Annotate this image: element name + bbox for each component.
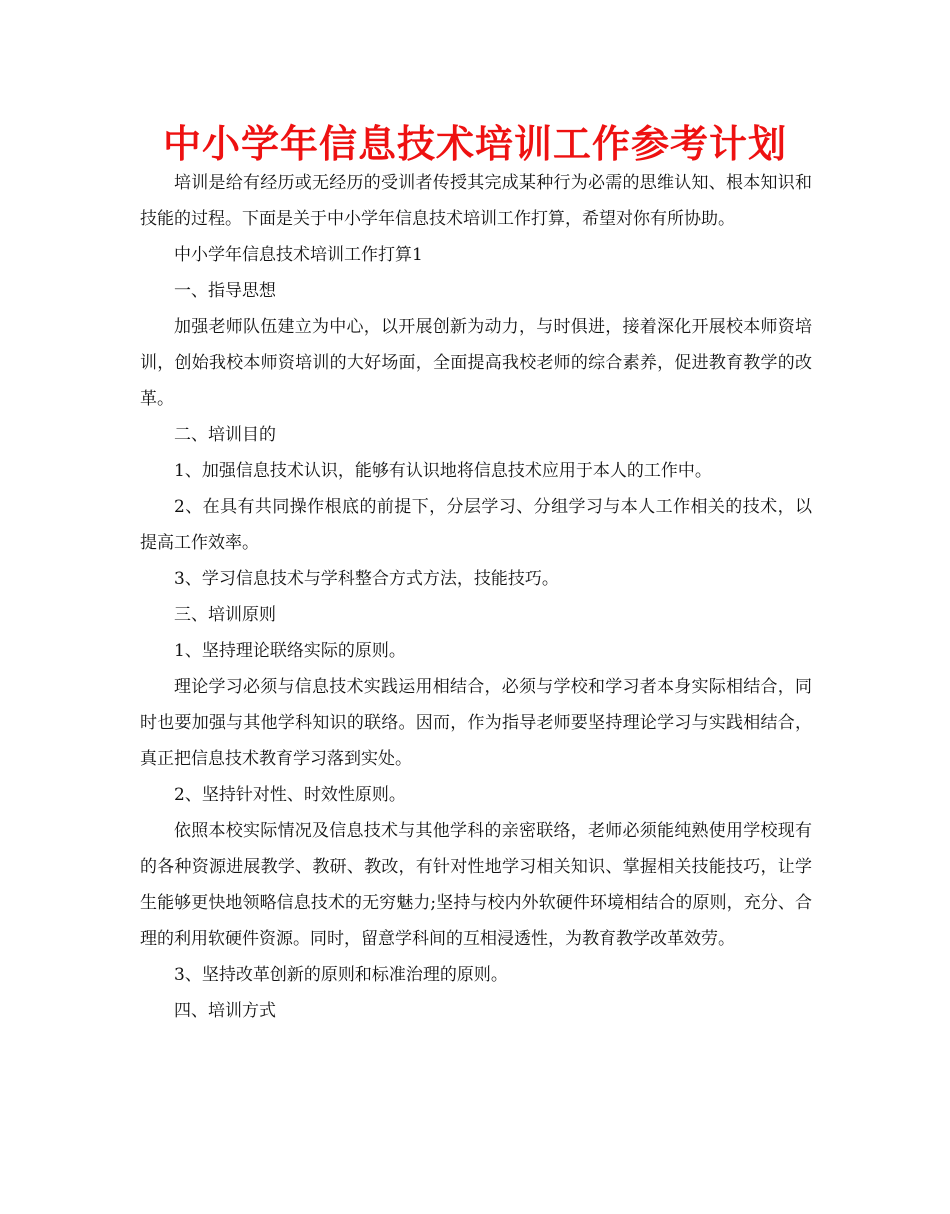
document-body <box>140 165 812 1029</box>
goal-item-2: 2、在具有共同操作根底的前提下，分层学习、分组学习与本人工作相关的技术，以提高工作效率。 <box>140 497 812 553</box>
plan-heading: 中小学年信息技术培训工作打算1 <box>174 245 423 265</box>
paragraph-guiding-thought: 加强老师队伍建立为中心，以开展创新为动力，与时俱进，接着深化开展校本师资培训，创始我校本师资培训的大好场面，全面提高我校老师的综合素养，促进教育教学的改革。 <box>140 317 812 409</box>
section-heading-guiding-thought: 一、指导思想 <box>174 281 276 301</box>
section-heading-training-method: 四、培训方式 <box>174 1001 276 1021</box>
principle-item-3: 3、坚持改革创新的原则和标准治理的原则。 <box>174 965 508 985</box>
section-heading-training-principles: 三、培训原则 <box>174 605 276 625</box>
document-title: 中小学年信息技术培训工作参考计划 <box>162 121 787 166</box>
goal-item-3: 3、学习信息技术与学科整合方式方法，技能技巧。 <box>174 569 559 589</box>
section-heading-training-goal: 二、培训目的 <box>174 425 276 445</box>
paragraph-principle-1: 理论学习必须与信息技术实践运用相结合，必须与学校和学习者本身实际相结合，同时也要加强与其他学科知识的联络。因而，作为指导老师要坚持理论学习与实践相结合，真正把信息技术教育学习落到实处。 <box>140 677 812 769</box>
principle-item-1: 1、坚持理论联络实际的原则。 <box>174 641 406 661</box>
intro-paragraph: 培训是给有经历或无经历的受训者传授其完成某种行为必需的思维认知、根本知识和技能的过程。下面是关于中小学年信息技术培训工作打算，希望对你有所协助。 <box>140 173 812 229</box>
goal-item-1: 1、加强信息技术认识，能够有认识地将信息技术应用于本人的工作中。 <box>174 461 712 481</box>
paragraph-principle-2: 依照本校实际情况及信息技术与其他学科的亲密联络，老师必须能纯熟使用学校现有的各种资源进展教学、教研、教改，有针对性地学习相关知识、掌握相关技能技巧，让学生能够更快地领略信息技术的无穷魅力;坚持与校内外软硬件环境相结合的原则，充分、合理的利用软硬件资源。同时，留意学科间的互相浸透性，为教育教学改革效劳。 <box>140 821 812 949</box>
principle-item-2: 2、坚持针对性、时效性原则。 <box>174 785 406 805</box>
